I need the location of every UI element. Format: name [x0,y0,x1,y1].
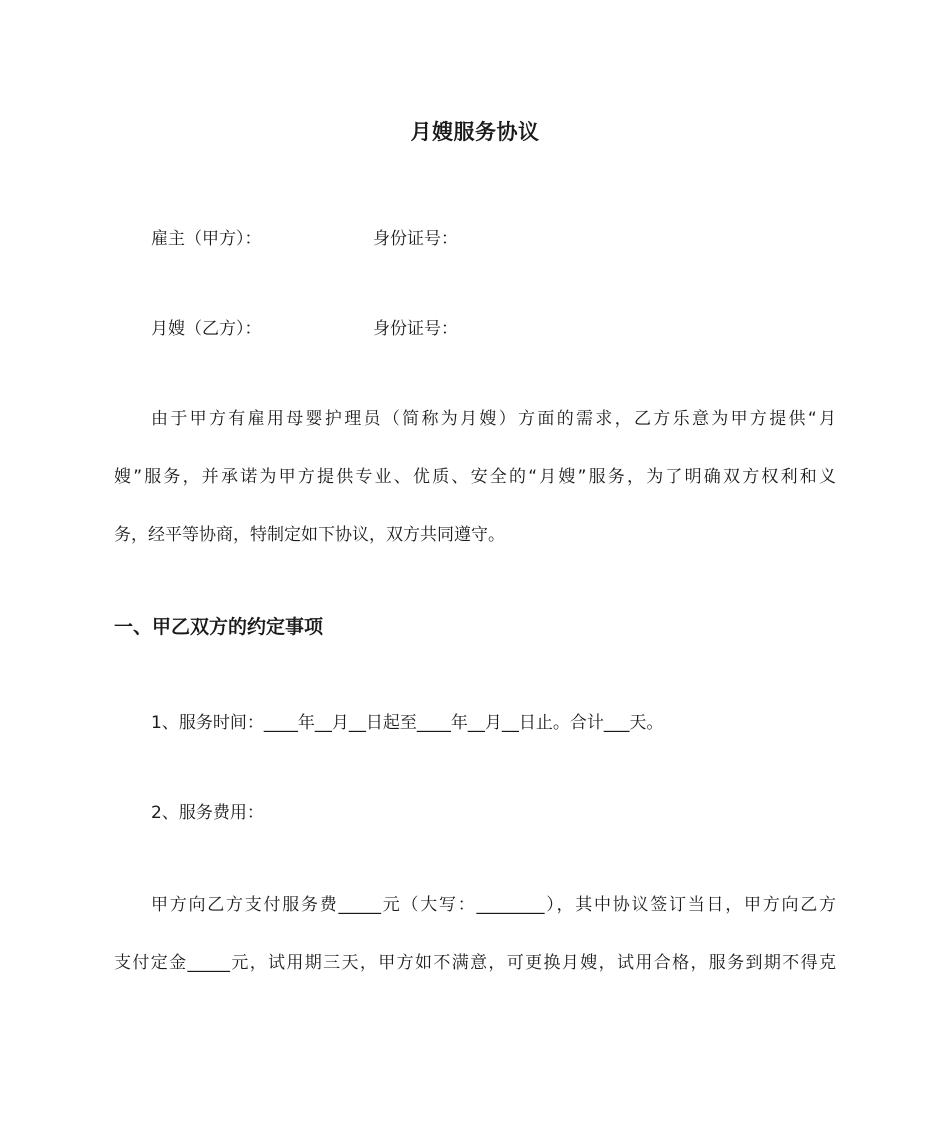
fee-paragraph-line-2: 支付定金_____元，试用期三天，甲方如不满意，可更换月嫂，试用合格，服务到期不得克 [114,953,836,973]
employer-id-label: 身份证号： [373,229,458,249]
intro-paragraph-line-1: 由于甲方有雇用母婴护理员（简称为月嫂）方面的需求，乙方乐意为甲方提供“月 [151,409,836,429]
intro-paragraph-line-2: 嫂”服务，并承诺为甲方提供专业、优质、安全的“月嫂”服务，为了明确双方权利和义 [114,467,836,487]
intro-paragraph-line-3: 务，经平等协商，特制定如下协议，双方共同遵守。 [114,525,505,545]
fee-paragraph-line-1: 甲方向乙方支付服务费_____元（大写：________），其中协议签订当日，甲方向乙方 [151,895,836,915]
service-fee-item: 2、服务费用： [151,803,264,823]
nanny-id-label: 身份证号： [373,319,458,339]
employer-label: 雇主（甲方）： [151,229,262,249]
service-time-item: 1、服务时间：____年__月__日起至____年__月__日止。合计___天。 [151,713,664,733]
document-title: 月嫂服务协议 [410,120,540,144]
section-1-heading: 一、甲乙双方的约定事项 [114,616,324,638]
nanny-label: 月嫂（乙方）： [151,319,262,339]
